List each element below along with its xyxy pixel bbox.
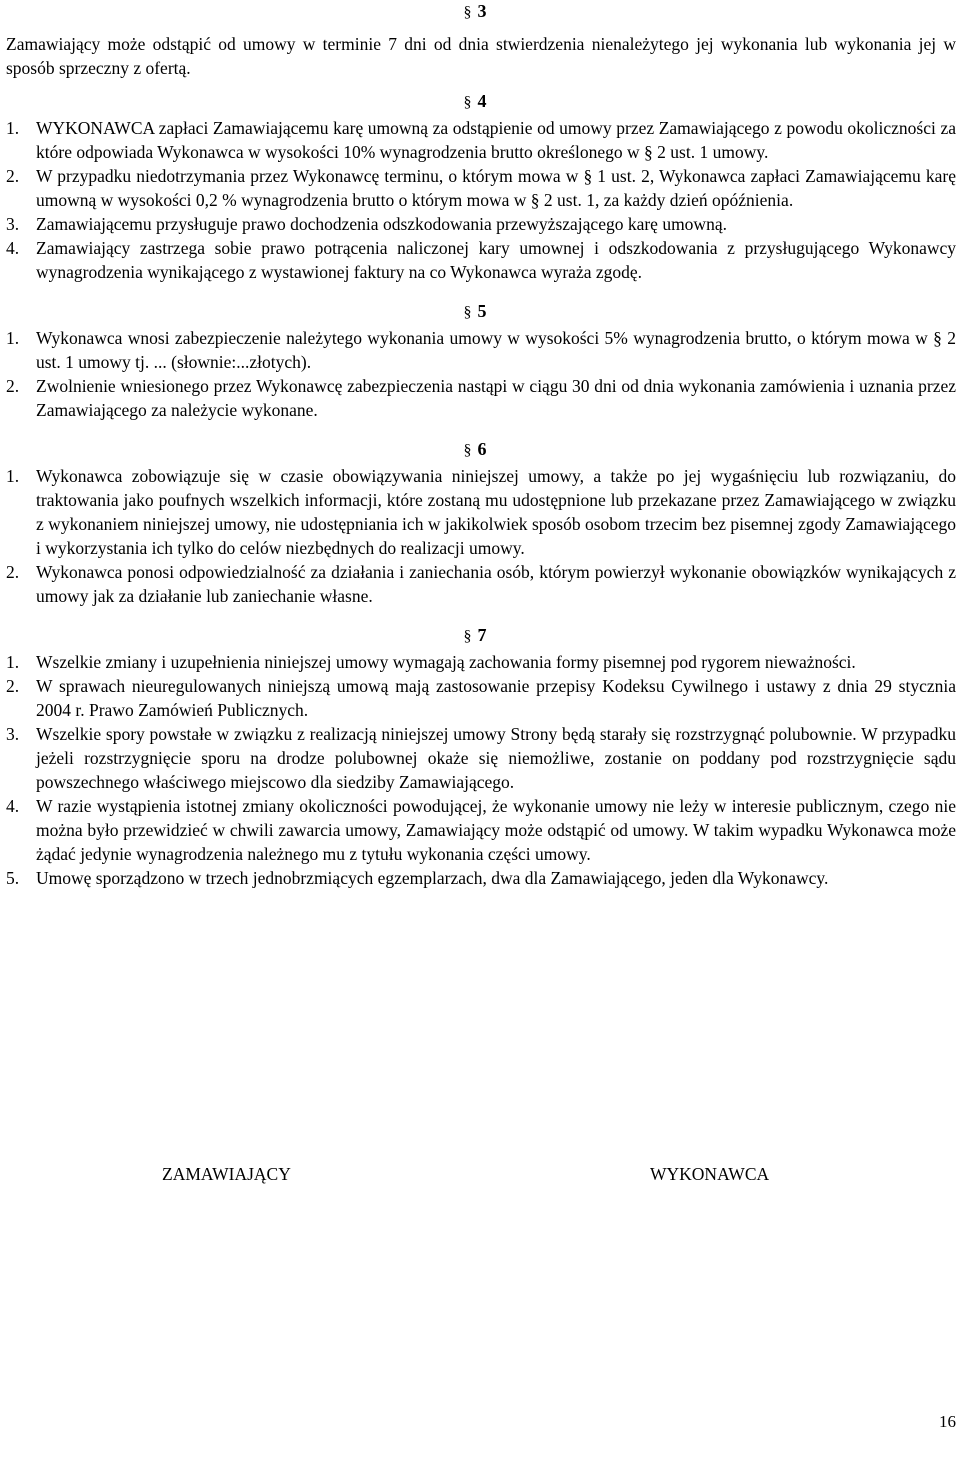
list-item: 3. Wszelkie spory powstałe w związku z realizacją niniejszej umowy Strony będą starały się rozstrzygnąć polubownie. W przypadku jeżeli rozstrzygnięcie sporu na drodze polubownej okaże się niemożliwe, zostanie on poddany pod rozstrzygnięcie sądu powszechnego właściwego miejscowo dla siedziby Zamawiającego. [6,724,956,792]
section-sign: § [463,304,472,321]
list-item: 1. WYKONAWCA zapłaci Zamawiającemu karę umowną za odstąpienie od umowy przez Zamawiającego z powodu okoliczności za które odpowiada Wykonawca w wysokości 10% wynagrodzenia brutto określonego w § 2 ust. 1 umowy. [6,118,956,162]
section-6-heading [0,434,960,464]
section-7-number: 7 [477,625,487,645]
list-item: 2. Wykonawca ponosi odpowiedzialność za działania i zaniechania osób, którym powierzył wykonanie obowiązków wynikających z umowy jak za działanie lub zaniechanie własne. [6,562,956,606]
section-4-number: 4 [477,91,487,111]
section-sign: § [463,4,472,21]
section-sign: § [463,442,472,459]
list-item: 1. Wszelkie zmiany i uzupełnienia niniejszej umowy wymagają zachowania formy pisemnej pod rygorem nieważności. [6,652,856,672]
section-6-list [0,464,960,608]
section-3-text: Zamawiający może odstąpić od umowy w terminie 7 dni od dnia stwierdzenia nienależytego jej wykonania lub wykonania jej w sposób sprzeczny z ofertą. [6,34,956,78]
list-item: 1. Wykonawca zobowiązuje się w czasie obowiązywania niniejszej umowy, a także po jej wygaśnięciu lub rozwiązaniu, do traktowania jako poufnych wszelkich informacji, które zostaną mu udostępnione lub przekazane przez Zamawiającego w związku z wykonaniem niniejszej umowy, nie udostępniania ich w jakikolwiek sposób osobom trzecim bez pisemnej zgody Zamawiającego i wykorzystania ich tylko do celów niezbędnych do realizacji umowy. [6,466,956,558]
section-6-number: 6 [477,439,487,459]
list-item: 4. Zamawiający zastrzega sobie prawo potrącenia naliczonej kary umownej i odszkodowania z przysługującego Wykonawcy wynagrodzenia wynikającego z wystawionej faktury na co Wykonawca wyraża zgodę. [6,238,956,282]
section-5-heading [0,296,960,326]
list-item: 2. Zwolnienie wniesionego przez Wykonawcę zabezpieczenia nastąpi w ciągu 30 dni od dnia wykonania zamówienia i uznania przez Zamawiającego za należycie wykonane. [6,376,956,420]
list-item: 4. W razie wystąpienia istotnej zmiany okoliczności powodującej, że wykonanie umowy nie leży w interesie publicznym, czego nie można było przewidzieć w chwili zawarcia umowy, Zamawiający może odstąpić od umowy. W takim wypadku Wykonawca może żądać jedynie wynagrodzenia należnego mu z tytułu wykonania części umowy. [6,796,956,864]
section-5-number: 5 [477,301,487,321]
list-item: 3. Zamawiającemu przysługuje prawo dochodzenia odszkodowania przewyższającego karę umowną. [6,214,727,234]
section-sign: § [463,628,472,645]
section-3-heading [0,0,960,26]
section-3-number: 3 [477,1,487,21]
section-4-heading [0,86,960,116]
list-item: 1. Wykonawca wnosi zabezpieczenie należytego wykonania umowy w wysokości 5% wynagrodzenia brutto, o którym mowa w § 2 ust. 1 umowy tj. ... (słownie:...złotych). [6,328,956,372]
list-item: 2. W sprawach nieuregulowanych niniejszą umową mają zastosowanie przepisy Kodeksu Cywilnego i ustawy z dnia 29 stycznia 2004 r. Prawo Zamówień Publicznych. [6,676,956,720]
section-4-list [0,116,960,284]
list-item: 5. Umowę sporządzono w trzech jednobrzmiących egzemplarzach, dwa dla Zamawiającego, jeden dla Wykonawcy. [6,868,829,888]
section-7-heading [0,620,960,650]
list-item: 2. W przypadku niedotrzymania przez Wykonawcę terminu, o którym mowa w § 1 ust. 2, Wykonawca zapłaci Zamawiającemu karę umowną w wysokości 0,2 % wynagrodzenia brutto o którym mowa w § 2 ust. 1, za każdy dzień opóźnienia. [6,166,956,210]
section-sign: § [463,94,472,111]
page-number: 16 [939,1412,956,1431]
signature-block [0,1162,960,1186]
section-5-list [0,326,960,422]
signature-contractor: WYKONAWCA [650,1164,770,1184]
signature-ordering-party: ZAMAWIAJĄCY [162,1164,291,1184]
section-7-list [0,650,960,890]
